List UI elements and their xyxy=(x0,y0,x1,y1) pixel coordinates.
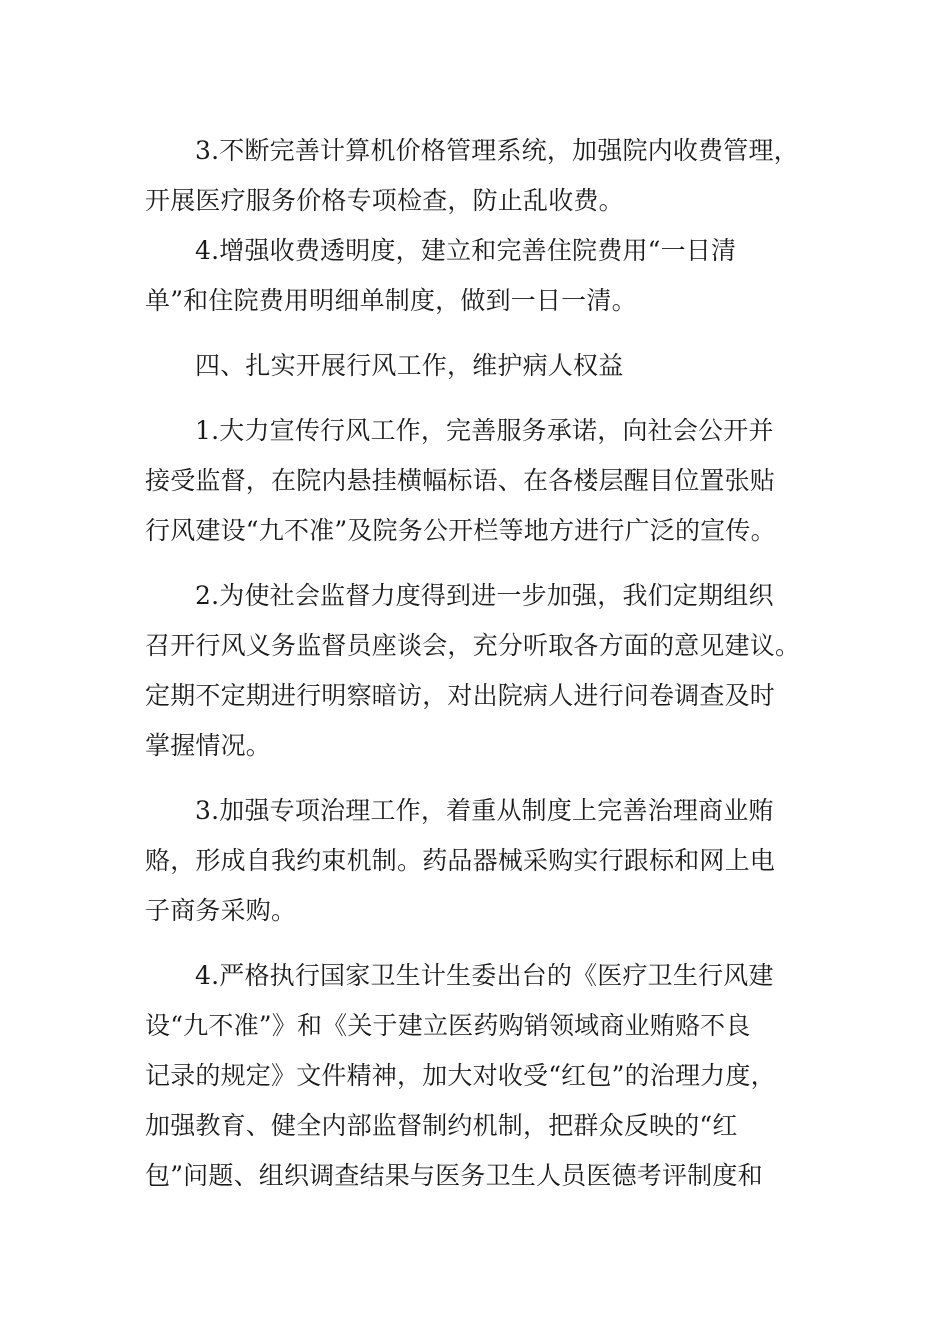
paragraph-supervision-line-1: 2.为使社会监督力度得到进一步加强，我们定期组织 xyxy=(195,581,774,610)
section-heading-four: 四、扎实开展行风工作，维护病人权益 xyxy=(195,351,624,380)
paragraph-fee-transparency-line-1: 4.增强收费透明度，建立和完善住院费用“一日清 xyxy=(195,236,737,265)
paragraph-supervision-line-3: 定期不定期进行明察暗访，对出院病人进行问卷调查及时 xyxy=(145,681,776,710)
paragraph-fee-transparency-line-2: 单”和住院费用明细单制度，做到一日一清。 xyxy=(145,286,637,315)
paragraph-regulation-line-5: 包”问题、组织调查结果与医务卫生人员医德考评制度和 xyxy=(145,1161,763,1190)
paragraph-regulation-line-2: 设“九不准”》和《关于建立医药购销领域商业贿赂不良 xyxy=(145,1011,751,1040)
paragraph-supervision-line-2: 召开行风义务监督员座谈会，充分听取各方面的意见建议。 xyxy=(145,631,801,660)
paragraph-regulation-line-3: 记录的规定》文件精神，加大对收受“红包”的治理力度， xyxy=(145,1061,776,1090)
paragraph-price-system-line-2: 开展医疗服务价格专项检查，防止乱收费。 xyxy=(145,186,624,215)
paragraph-governance-line-3: 子商务采购。 xyxy=(145,896,297,925)
paragraph-governance-line-2: 赂，形成自我约束机制。药品器械采购实行跟标和网上电 xyxy=(145,846,776,875)
paragraph-publicity-line-1: 1.大力宣传行风工作，完善服务承诺，向社会公开并 xyxy=(195,416,774,445)
paragraph-price-system-line-1: 3.不断完善计算机价格管理系统，加强院内收费管理， xyxy=(195,136,799,165)
paragraph-governance-line-1: 3.加强专项治理工作，着重从制度上完善治理商业贿 xyxy=(195,796,774,825)
paragraph-regulation-line-1: 4.严格执行国家卫生计生委出台的《医疗卫生行风建 xyxy=(195,961,774,990)
paragraph-supervision-line-4: 掌握情况。 xyxy=(145,731,272,760)
paragraph-publicity-line-2: 接受监督，在院内悬挂横幅标语、在各楼层醒目位置张贴 xyxy=(145,466,776,495)
paragraph-publicity-line-3: 行风建设“九不准”及院务公开栏等地方进行广泛的宣传。 xyxy=(145,516,776,545)
paragraph-regulation-line-4: 加强教育、健全内部监督制约机制，把群众反映的“红 xyxy=(145,1111,738,1140)
